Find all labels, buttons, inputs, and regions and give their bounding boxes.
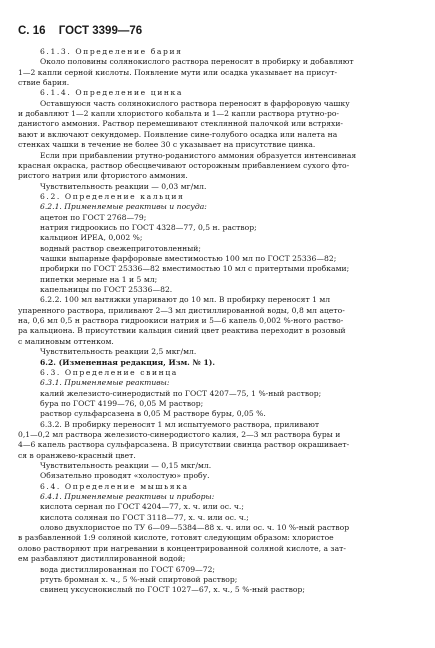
text-line: 4—6 капель раствора сульфарсазена. В присутствии свинца раствор окрашивает-	[18, 440, 350, 449]
text-line: кислота серная по ГОСТ 4204—77, х. ч. или ос. ч.;	[40, 502, 244, 511]
text-line: Оставшуюся часть солянокислого раствора переносят в фарфоровую чашку	[40, 99, 350, 108]
text-line: ристого натрия или фтористого аммония.	[18, 171, 188, 180]
text-line: 6.3. Определение свинца	[40, 368, 178, 377]
text-line: ацетон по ГОСТ 2768—79;	[40, 213, 147, 222]
text-line: 6.1.4. Определение цинка	[40, 88, 183, 97]
text-line: пробирки по ГОСТ 25336—82 вместимостью 10 мл с притертыми пробками;	[40, 264, 350, 273]
text-line: вают и включают секундомер. Появление сине-голубого осадка или налета на	[18, 130, 338, 139]
standard-code: ГОСТ 3399—76	[58, 25, 143, 37]
text-line: данистого аммония. Раствор перемешивают стеклянной палочкой или встряхи-	[18, 119, 344, 128]
text-line: пипетки мерные на 1 и 5 мл;	[40, 275, 158, 284]
text-line: водный раствор свежеприготовленный;	[40, 244, 201, 253]
text-line: 6.3.1. Применяемые реактивы:	[40, 378, 170, 387]
text-line: Если при прибавлении ртутно-роданистого аммония образуется интенсивная	[40, 151, 357, 160]
text-line: 6.1.3. Определение бария	[40, 47, 183, 56]
text-line: 6.2.2. 100 мл вытяжки упаривают до 10 мл. В пробирку переносят 1 мл	[40, 295, 331, 304]
text-line: красная окраска, раствор обесцвечивают осторожным прибавлением сухого фто-	[18, 161, 350, 170]
text-line: ем разбавляют дистиллированной водой;	[18, 554, 186, 563]
text-line: чашки выпарные фарфоровые вместимостью 100 мл по ГОСТ 25336—82;	[40, 254, 337, 263]
text-line: Чувствительность реакции — 0,03 мг/мл.	[40, 182, 207, 191]
text-line: Около половины солянокислого раствора переносят в пробирку и добавляют	[40, 57, 354, 66]
text-line: ствие бария.	[18, 78, 70, 87]
text-line: 0,1—0,2 мл раствора железисто-синеродистого калия, 2—3 мл раствора буры и	[18, 430, 341, 439]
text-line: 6.2. Определение кальция	[40, 192, 185, 201]
text-line: с малиновым оттенком.	[18, 337, 114, 346]
text-line: кислота соляная по ГОСТ 3118—77, х. ч. или ос. ч.;	[40, 513, 249, 522]
text-line: ся в оранжево-красный цвет.	[18, 451, 136, 460]
text-line: олово растворяют при нагревании в концентрированной соляной кислоте, а зат-	[18, 544, 346, 553]
text-line: и добавляют 1—2 капли хлористого кобальта и 1—2 капли раствора ртутно-ро-	[18, 109, 340, 118]
text-line: раствор сульфарсазена в 0,05 М растворе буры, 0,05 %.	[40, 409, 266, 418]
text-line: Чувствительность реакции — 0,15 мкг/мл.	[40, 461, 212, 470]
text-line: ртуть бромная х. ч., 5 %-ный спиртовой раствор;	[40, 575, 238, 584]
text-line: упаренного раствора, приливают 2—3 мл дистиллированной воды, 0,8 мл ацето-	[18, 306, 345, 315]
text-line: стенках чашки в течение не более 30 с указывает на присутствие цинка.	[18, 140, 316, 149]
text-line: свинец уксуснокислый по ГОСТ 1027—67, х. ч., 5 %-ный раствор;	[40, 585, 305, 594]
text-line: Чувствительность реакции 2,5 мкг/мл.	[40, 347, 197, 356]
page-number: С. 16	[18, 25, 46, 37]
text-line: вода дистиллированная по ГОСТ 6709—72;	[40, 565, 216, 574]
text-line: на, 0,6 мл 0,5 н раствора гидроокиси натрия и 5—6 капель 0,002 %-ного раство-	[18, 316, 344, 325]
text-line: калий железисто-синеродистый по ГОСТ 4207—75, 1 %-ный раствор;	[40, 389, 322, 398]
text-line: кальцион ИРЕА, 0,002 %;	[40, 233, 143, 242]
text-line: натрия гидроокись по ГОСТ 4328—77, 0,5 н. раствор;	[40, 223, 257, 232]
text-line: 6.2.1. Применяемые реактивы и посуда:	[40, 202, 207, 211]
text-line: 6.4.1. Применяемые реактивы и приборы:	[40, 492, 215, 501]
text-line: 6.4. Определение мышьяка	[40, 482, 189, 491]
text-line: бура по ГОСТ 4199—76, 0,05 М раствор;	[40, 399, 204, 408]
text-line: 1—2 капли серной кислоты. Появление мути или осадка указывает на присут-	[18, 68, 338, 77]
text-line: олово двухлористое по ТУ 6—09—5384—88 х. ч. или ос. ч. 10 %-ный раствор	[40, 523, 350, 532]
text-line: капельницы по ГОСТ 25336—82.	[40, 285, 173, 294]
text-line: 6.2. (Измененная редакция, Изм. № 1).	[40, 358, 216, 367]
text-line: 6.3.2. В пробирку переносят 1 мл испытуемого раствора, приливают	[40, 420, 320, 429]
text-line: в разбавленной 1:9 соляной кислоте, готовят следующим образом: хлористое	[18, 533, 334, 542]
text-line: ра кальциона. В присутствии кальция синий цвет реактива переходит в розовый	[18, 326, 346, 335]
page-header	[18, 23, 418, 39]
text-line: Обязательно проводят «холостую» пробу.	[40, 471, 210, 480]
